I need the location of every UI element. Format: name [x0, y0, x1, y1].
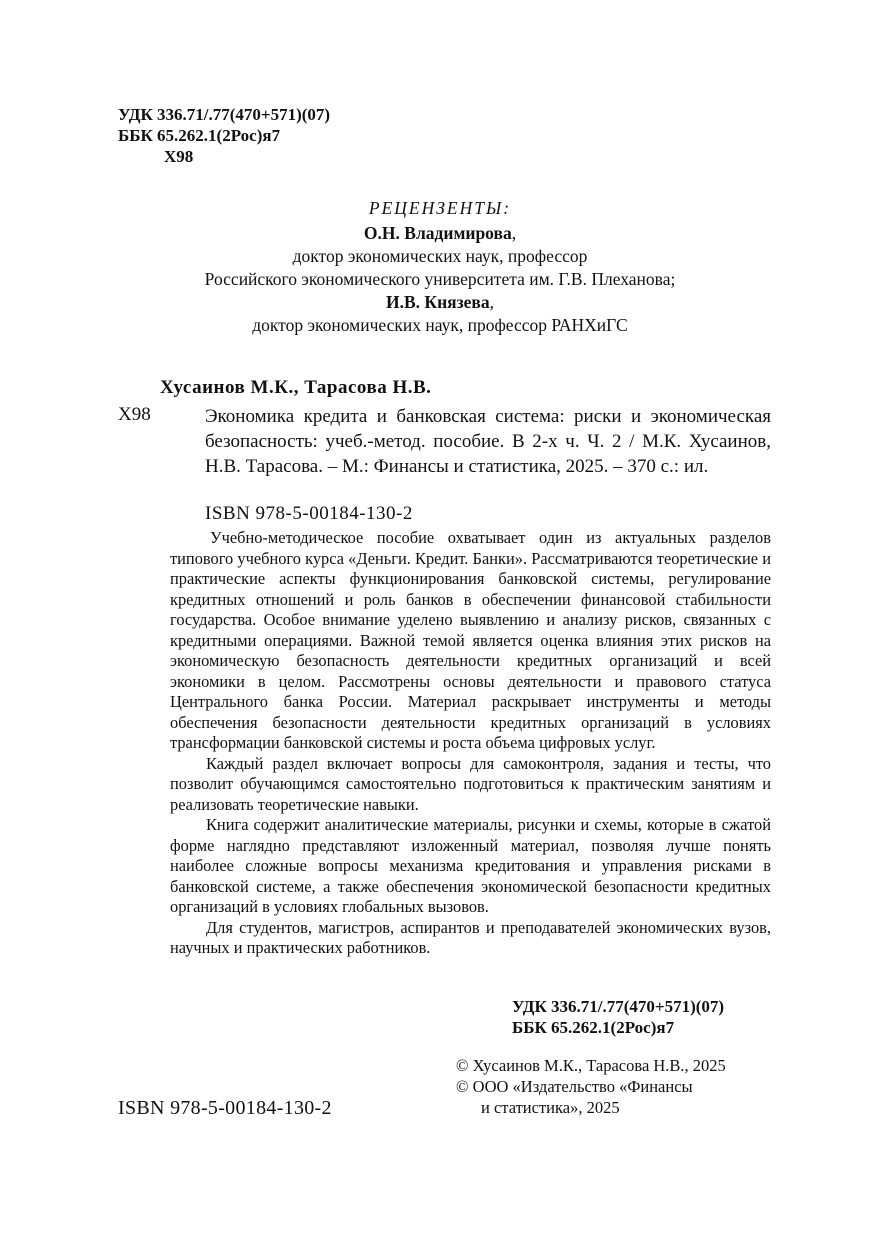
copyright-authors: © Хусаинов М.К., Тарасова Н.В., 2025 [456, 1056, 726, 1075]
bibliography-cipher: Х98 [118, 404, 151, 425]
reviewer-2-name: И.В. Князева [385, 292, 490, 312]
annotation [170, 528, 771, 959]
bbk-code: ББК 65.262.1(2Рос)я7 [512, 1018, 675, 1037]
copyright-block [456, 1055, 726, 1118]
classification-codes-bottom [512, 996, 724, 1038]
reviewers-heading: РЕЦЕНЗЕНТЫ: [368, 198, 512, 218]
annotation-paragraph: Каждый раздел включает вопросы для самоконтроля, задания и тесты, что позволит обучающимся самостоятельно подготовиться к практическим занятиям и реализовать теоретические навыки. [170, 753, 771, 814]
copyright-publisher-cont: и статистика», 2025 [481, 1098, 620, 1117]
bbk-code: ББК 65.262.1(2Рос)я7 [118, 126, 281, 145]
reviewer-2: И.В. Князева, [385, 292, 495, 312]
reviewer-2-title: доктор экономических наук, профессор РАНХиГС [252, 315, 628, 335]
bibliography-isbn: ISBN 978-5-00184-130-2 [205, 503, 413, 524]
annotation-paragraph: Для студентов, магистров, аспирантов и преподавателей экономических вузов, научных и практических работников. [170, 917, 771, 957]
author-cipher: Х98 [164, 147, 194, 166]
authors-heading: Хусаинов М.К., Тарасова Н.В. [160, 377, 432, 398]
annotation-paragraph: Учебно-методическое пособие охватывает один из актуальных разделов типового учебного курса «Деньги. Кредит. Банки». Рассматриваются теоретические и практические аспекты функционирования банковской системы, регулирование кредитных отношений и роль банков в обеспечении финансовой стабильности государства. Особое внимание уделено выявлению и анализу рисков, связанных с кредитными операциями. Важной темой является оценка влияния этих рисков на экономическую безопасность деятельности кредитных организаций и всей экономики в целом. Рассмотрены основы деятельности и правового статуса Центрального банка России. Материал раскрывает инструменты и методы обеспечения безопасности деятельности кредитных организаций в условиях трансформации банковской системы и роста объема цифровых услуг. [170, 528, 771, 752]
reviewer-1-title: доктор экономических наук, профессор [292, 246, 588, 266]
udk-code: УДК 336.71/.77(470+571)(07) [512, 997, 725, 1016]
reviewer-1-name: О.Н. Владимирова [363, 223, 512, 243]
reviewer-1: О.Н. Владимирова, [363, 223, 517, 243]
isbn-footer: ISBN 978-5-00184-130-2 [118, 1097, 332, 1119]
reviewers-block [160, 197, 720, 337]
annotation-paragraph: Книга содержит аналитические материалы, рисунки и схемы, которые в сжатой форме наглядно представляют изложенный материал, позволяя лучше понять наиболее сложные вопросы механизма кредитования и управления рисками в банковской системе, а также обеспечения экономической безопасности кредитных организаций в условиях глобальных вызовов. [170, 815, 771, 916]
classification-codes-top [118, 104, 330, 167]
udk-code: УДК 336.71/.77(470+571)(07) [118, 105, 331, 124]
reviewer-1-affiliation: Российского экономического университета им. Г.В. Плеханова; [204, 269, 676, 289]
bibliographic-description: Экономика кредита и банковская система: риски и экономическая безопасность: учеб.-метод. пособие. В 2-х ч. Ч. 2 / М.К. Хусаинов, Н.В. Тарасова. – М.: Финансы и статистика, 2025. – 370 с.: ил. [205, 406, 771, 477]
copyright-publisher: © ООО «Издательство «Финансы [456, 1077, 693, 1096]
